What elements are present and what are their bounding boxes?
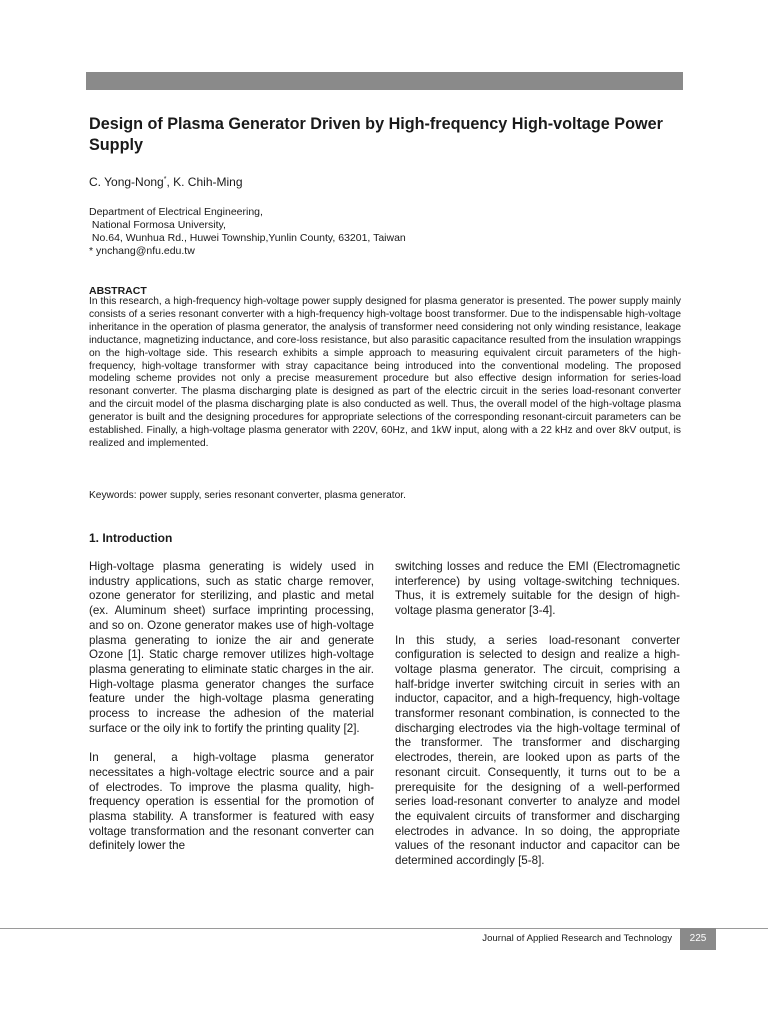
intro-paragraph: In this study, a series load-resonant converter configuration is selected to design and realize a high-voltage plasma generator. The circuit, comprising a half-bridge inverter switching circuit in series with an inductor, capacitor, and a high-frequency, high-voltage transformer resonant combination, is connected to the discharging electrodes via the high-voltage terminal of the transformer. The transformer and discharging electrodes, therein, are looked upon as parts of the resonant circuit. Consequently, it turns out to be a prerequisite for the designing of a well-performed series load-resonant converter to analyze and model the equivalent circuits of transformer and discharging electrodes in advance. In so doing, the appropriate values of the resonant inductor and capacitor can be determined accordingly [5-8].	[395, 633, 680, 868]
affiliation-university: National Formosa University,	[89, 219, 226, 231]
corresponding-mark: *	[163, 176, 167, 183]
affiliation	[89, 206, 406, 258]
paper-title: Design of Plasma Generator Driven by High-frequency High-voltage Power Supply	[89, 115, 663, 154]
footer-rule	[0, 928, 768, 929]
intro-paragraph: High-voltage plasma generating is widely used in industry applications, such as static charge remover, ozone generator for sterilizing, and plastic and metal (ex. Aluminum sheet) surface imprinting processing, and so on. Ozone generator makes use of high-voltage plasma generating to ionize the air and generate Ozone [1]. Static charge remover utilizes high-voltage plasma generating to eliminate static charges in the air. High-voltage plasma generator changes the surface feature under the high-voltage plasma generating process to increase the adhesion of the material surface or the oily ink to fortify the printing quality [2].	[89, 560, 374, 735]
intro-paragraph: switching losses and reduce the EMI (Electromagnetic interference) by using voltage-switching techniques. Thus, it is extremely suitable for the design of high-voltage plasma generator [3-4].	[395, 560, 680, 618]
author-1: C. Yong-Nong	[89, 175, 164, 189]
section-heading-introduction: 1. Introduction	[89, 531, 173, 545]
abstract-text: In this research, a high-frequency high-voltage power supply designed for plasma generator is presented. The power supply mainly consists of a series resonant converter with a high-frequency high-voltage boost transformer. Due to the indispensable high-voltage inheritance in the operation of plasma generator, the analysis of transformer need considering not only winding resistance, leakage inductance, magnetizing inductance, and core-loss resistance, but also parasitic capacitance resulted from the insulation wrappings on the high-voltage side. This research exhibits a simple approach to measuring equivalent circuit parameters of the high-frequency, high-voltage transformer with stray capacitance being introduced into the conventional modeling. The proposed modeling scheme provides not only a precise measurement procedure but also effective design information for series-load resonant converter. The plasma discharging plate is designed as part of the electric circuit in the series load-resonant converter and the circuit model of the plasma discharging plate is also conducted as well. Thus, the overall model of the high-voltage plasma generator is built and the designing procedures for appropriate selections of the corresponding resonant-circuit parameters can be established. Finally, a high-voltage plasma generator with 220V, 60Hz, and 1kW input, along with a 22 kHz and over 8kV output, is realized and implemented.	[89, 296, 681, 449]
authors	[89, 175, 243, 190]
abstract-heading: ABSTRACT	[89, 285, 147, 297]
affiliation-email: * ynchang@nfu.edu.tw	[89, 245, 195, 257]
intro-paragraph: In general, a high-voltage plasma generator necessitates a high-voltage electric source and a pair of electrodes. To improve the plasma quality, high-frequency operation is essential for the promotion of plasma stability. A transformer is featured with easy voltage transformation and the resonant converter can definitely lower the	[89, 751, 374, 853]
intro-column-left	[89, 560, 374, 869]
page-number: 225	[680, 928, 716, 950]
header-bar	[86, 72, 683, 90]
keywords: Keywords: power supply, series resonant converter, plasma generator.	[89, 490, 406, 501]
affiliation-address: No.64, Wunhua Rd., Huwei Township,Yunlin County, 63201, Taiwan	[89, 232, 406, 244]
affiliation-department: Department of Electrical Engineering,	[89, 206, 263, 218]
author-2: , K. Chih-Ming	[166, 175, 243, 189]
journal-name: Journal of Applied Research and Technology	[482, 933, 672, 944]
intro-column-right	[395, 560, 680, 883]
